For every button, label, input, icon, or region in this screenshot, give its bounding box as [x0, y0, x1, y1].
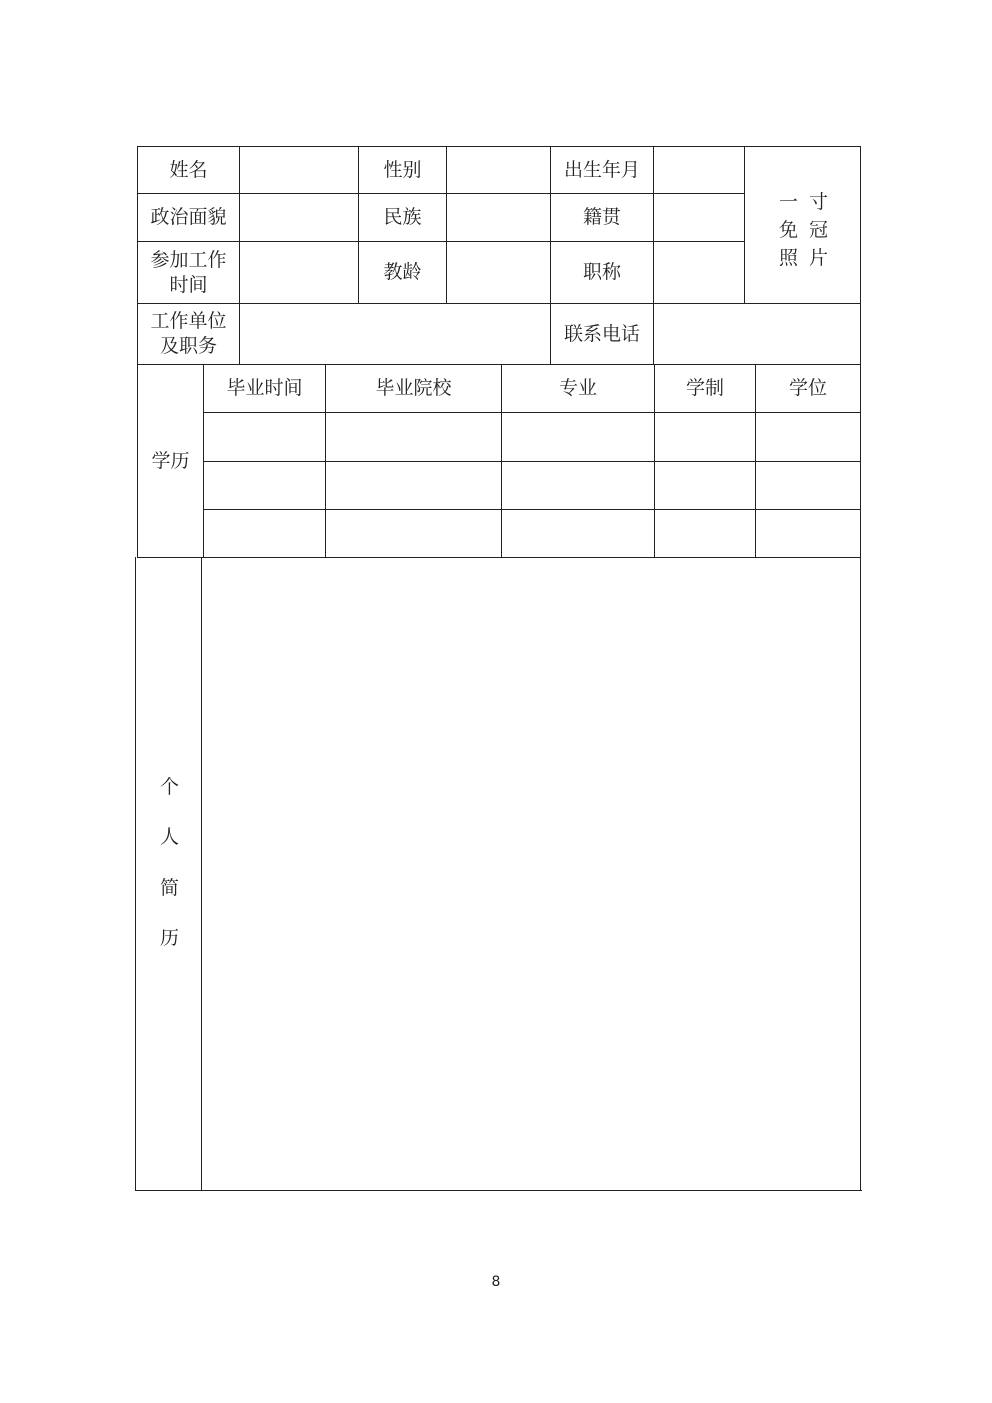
native-place-field[interactable]	[654, 194, 744, 241]
resume-field[interactable]	[202, 558, 860, 1190]
resume-char-4: 历	[160, 927, 180, 949]
gender-label: 性别	[383, 158, 422, 181]
resume-char-1: 个	[160, 776, 180, 798]
work-unit-label	[138, 304, 239, 364]
name-label: 姓名	[169, 158, 208, 181]
resume-section-label	[160, 772, 182, 962]
edu-col-school: 毕业院校	[375, 377, 452, 399]
photo-text-2a: 免	[779, 219, 799, 241]
work-start-label	[138, 242, 239, 303]
edu-row-3[interactable]	[204, 510, 860, 557]
professional-title-field[interactable]	[654, 242, 744, 303]
photo-text-1a: 一	[779, 191, 799, 213]
photo-placeholder[interactable]	[745, 147, 860, 303]
birth-field[interactable]	[654, 147, 744, 193]
political-label: 政治面貌	[150, 206, 227, 228]
edu-col-major: 专业	[558, 377, 597, 399]
teaching-years-field[interactable]	[447, 242, 550, 303]
phone-label: 联系电话	[563, 322, 640, 345]
political-field[interactable]	[240, 194, 358, 241]
work-start-field[interactable]	[240, 242, 358, 303]
work-start-label-line1: 参加工作	[150, 248, 227, 271]
table-border-left-lower	[135, 557, 136, 1191]
education-section-label: 学历	[151, 449, 190, 472]
edu-col-duration: 学制	[685, 377, 724, 399]
ethnicity-label: 民族	[383, 206, 422, 228]
edu-col-degree: 学位	[788, 377, 827, 399]
native-place-label: 籍贯	[582, 206, 621, 228]
resume-char-3: 简	[160, 877, 180, 899]
table-border-right	[860, 146, 861, 1191]
work-unit-field[interactable]	[240, 304, 550, 364]
work-unit-label-line2: 及职务	[159, 335, 217, 357]
photo-text-2b: 冠	[809, 219, 829, 241]
phone-field[interactable]	[654, 304, 860, 364]
gender-field[interactable]	[447, 147, 550, 193]
resume-char-2: 人	[160, 826, 180, 848]
edu-row-2[interactable]	[204, 462, 860, 509]
photo-text-3b: 片	[809, 247, 829, 269]
page-number: 8	[491, 1274, 501, 1290]
professional-title-label: 职称	[582, 261, 621, 283]
birth-label: 出生年月	[563, 158, 640, 181]
work-start-label-line2: 时间	[169, 273, 208, 296]
photo-text-3a: 照	[779, 247, 799, 269]
photo-text-1b: 寸	[809, 191, 829, 213]
ethnicity-field[interactable]	[447, 194, 550, 241]
table-border-bottom	[135, 1190, 862, 1191]
edu-row-1[interactable]	[204, 413, 860, 461]
teaching-years-label: 教龄	[383, 261, 422, 283]
edu-col-grad-time: 毕业时间	[226, 377, 303, 399]
work-unit-label-line1: 工作单位	[150, 310, 227, 332]
name-field[interactable]	[240, 147, 358, 193]
